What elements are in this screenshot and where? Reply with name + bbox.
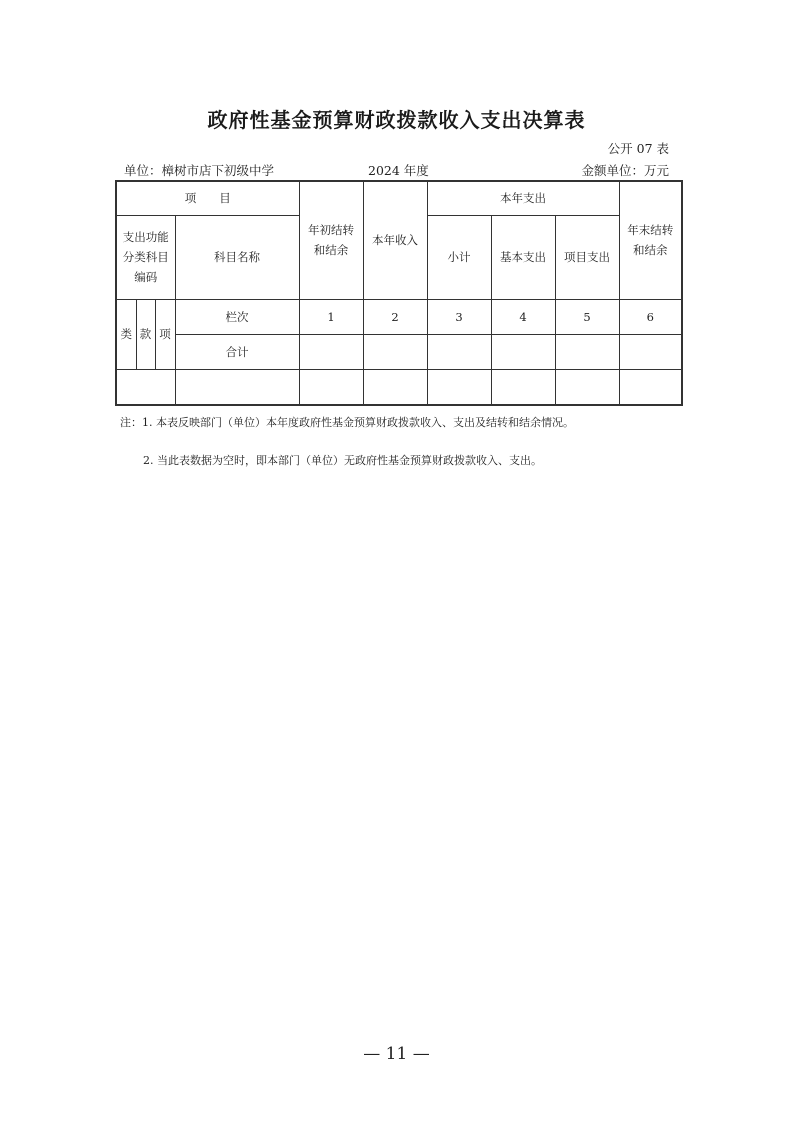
col-number-2: 2 [363, 299, 427, 334]
total-cell-3 [427, 334, 491, 369]
page-number: — 11 — [363, 1044, 430, 1064]
total-cell-2 [363, 334, 427, 369]
total-cell-6 [619, 334, 682, 369]
column-row-label: 栏次 [175, 299, 299, 334]
col-number-6: 6 [619, 299, 682, 334]
amount-unit-label: 金额单位：万元 [581, 163, 669, 178]
empty-cell-4 [491, 369, 555, 405]
note-1: 注：1. 本表反映部门（单位）本年度政府性基金预算财政拨款收入、支出及结转和结余情况。 [120, 416, 574, 429]
header-ending-balance: 年末结转和结余 [619, 181, 682, 299]
total-cell-4 [491, 334, 555, 369]
note-2: 2. 当此表数据为空时，即本部门（单位）无政府性基金预算财政拨款收入、支出。 [143, 454, 542, 467]
page-title: 政府性基金预算财政拨款收入支出决算表 [207, 108, 586, 132]
header-subtotal: 小计 [427, 215, 491, 299]
empty-cell-3 [427, 369, 491, 405]
form-number: 公开 07 表 [607, 141, 669, 156]
header-xiang: 项 [155, 299, 175, 369]
header-subject-name: 科目名称 [175, 215, 299, 299]
empty-cell-5 [555, 369, 619, 405]
year-label: 2024 年度 [368, 163, 429, 178]
empty-cell-2 [363, 369, 427, 405]
total-cell-5 [555, 334, 619, 369]
header-project-expense: 项目支出 [555, 215, 619, 299]
budget-table [115, 180, 683, 406]
header-lei: 类 [116, 299, 136, 369]
unit-label: 单位：樟树市店下初级中学 [124, 163, 275, 178]
header-project: 项 目 [116, 181, 299, 215]
header-basic-expense: 基本支出 [491, 215, 555, 299]
empty-cell-6 [619, 369, 682, 405]
header-kuan: 款 [136, 299, 155, 369]
header-current-expense: 本年支出 [427, 181, 619, 215]
col-number-3: 3 [427, 299, 491, 334]
empty-cell-1 [299, 369, 363, 405]
header-func-code: 支出功能分类科目编码 [116, 215, 175, 299]
total-cell-1 [299, 334, 363, 369]
total-label: 合计 [175, 334, 299, 369]
col-number-1: 1 [299, 299, 363, 334]
header-current-income: 本年收入 [363, 181, 427, 299]
empty-code-cell [116, 369, 175, 405]
col-number-4: 4 [491, 299, 555, 334]
empty-name-cell [175, 369, 299, 405]
col-number-5: 5 [555, 299, 619, 334]
header-beginning-balance: 年初结转和结余 [299, 181, 363, 299]
